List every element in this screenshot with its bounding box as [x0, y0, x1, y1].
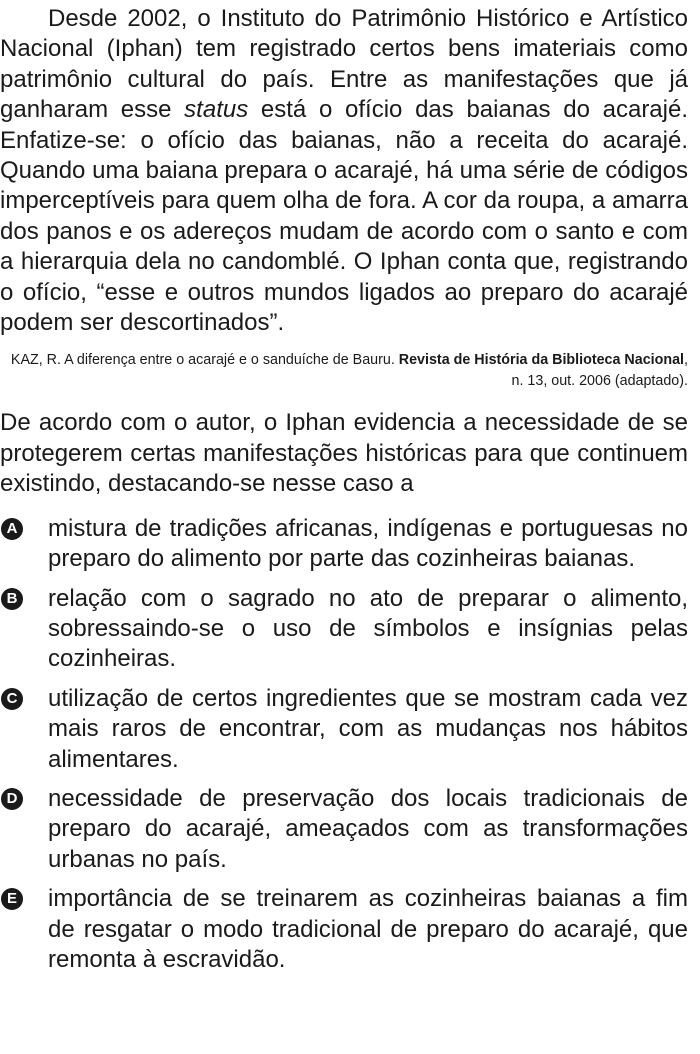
- source-citation: [0, 350, 688, 392]
- option-b[interactable]: [0, 584, 688, 675]
- question-prompt: De acordo com o autor, o Iphan evidencia a necessidade de se protegerem certas manifestações históricas para que continuem existindo, destacando-se nesse caso a: [0, 409, 688, 498]
- source-publication: Revista de História da Biblioteca Nacional: [398, 352, 685, 369]
- option-a-letter-badge: A: [1, 518, 23, 540]
- passage-text: [0, 4, 688, 338]
- option-d-letter-badge: D: [1, 788, 23, 810]
- option-d-text: necessidade de preservação dos locais tradicionais de preparo do acarajé, ameaçados com as transformações urbanas no país.: [48, 784, 688, 873]
- option-d[interactable]: [0, 784, 688, 875]
- option-c[interactable]: [0, 684, 688, 775]
- option-a[interactable]: [0, 514, 688, 575]
- option-c-letter-badge: C: [1, 688, 23, 710]
- source-author-title: KAZ, R. A diferença entre o acarajé e o sanduíche de Bauru.: [10, 352, 399, 369]
- option-a-text: mistura de tradições africanas, indígenas e portuguesas no preparo do alimento por parte das cozinheiras baianas.: [48, 514, 688, 573]
- option-e[interactable]: [0, 884, 688, 975]
- option-b-text: relação com o sagrado no ato de preparar o alimento, sobressaindo-se o uso de símbolos e insígnias pelas cozinheiras.: [48, 584, 688, 673]
- passage-text-part-1: Desde 2002, o Instituto do Patrimônio Histórico e Artístico Nacional (Iphan) tem registrado certos bens imateriais como patrimônio cultural do país. Entre as manifestações que já ganharam esse: [0, 5, 688, 124]
- option-b-letter-badge: B: [1, 588, 23, 610]
- passage-text-part-2: está o ofício das baianas do acarajé. Enfatize-se: o ofício das baianas, não a receita do acarajé. Quando uma baiana prepara o acarajé, há uma série de códigos imperceptíveis para quem olha de fora. A cor da roupa, a amarra dos panos e os adereços mudam de acordo com o santo e com a hierarquia dela no candomblé. O Iphan conta que, registrando o ofício, “esse e outros mundos ligados ao preparo do acarajé podem ser descortinados”.: [0, 96, 689, 337]
- option-e-text: importância de se treinarem as cozinheiras baianas a fim de resgatar o modo tradicional de preparo do acarajé, que remonta à escravidão.: [48, 885, 688, 973]
- passage-italic-word: status: [184, 96, 249, 124]
- source-details: , n. 13, out. 2006 (adaptado).: [511, 352, 688, 390]
- answer-options: [0, 514, 688, 976]
- option-e-letter-badge: E: [1, 888, 23, 910]
- option-c-text: utilização de certos ingredientes que se mostram cada vez mais raros de encontrar, com as mudanças nos hábitos alimentares.: [48, 684, 688, 773]
